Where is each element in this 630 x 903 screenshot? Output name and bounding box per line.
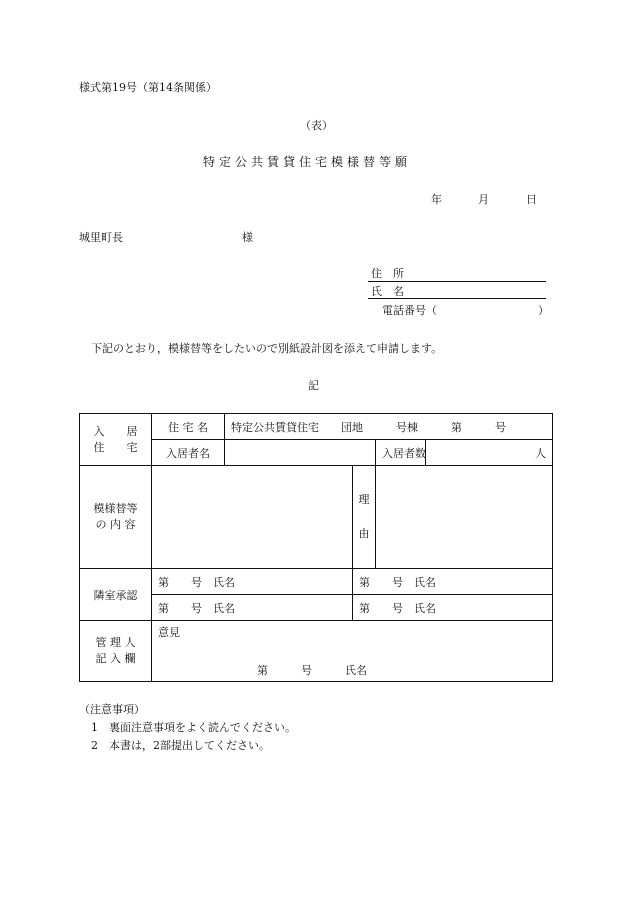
neighbor-header: 隣室承認 <box>80 569 152 621</box>
resident-count-label: 入居者数 <box>376 440 426 466</box>
neighbor-entry-2[interactable]: 第 号 氏名 <box>353 569 553 595</box>
resident-header-line2: 住 宅 <box>93 440 138 454</box>
content-header-line2: の 内 容 <box>95 518 136 531</box>
resident-header <box>80 414 152 466</box>
intro-text: 下記のとおり，模様替等をしたいので別紙設計図を添えて申請します。 <box>91 342 443 355</box>
content-header <box>80 466 152 569</box>
ki-label: 記 <box>308 379 319 392</box>
note-item-2: 2 本書は，2部提出してください。 <box>91 739 270 752</box>
resident-header-line1: 入 居 <box>93 424 138 438</box>
date-day-label: 日 <box>526 193 537 206</box>
date-month-label: 月 <box>478 193 489 206</box>
addressee-office: 城里町長 <box>79 231 123 244</box>
opinion-label: 意見 <box>158 626 180 639</box>
reason-header <box>353 466 376 569</box>
neighbor-entry-1[interactable]: 第 号 氏名 <box>152 569 353 595</box>
manager-header-line1: 管 理 人 <box>95 636 136 649</box>
applicant-name-label: 氏 名 <box>371 285 404 298</box>
notes-header: （注意事項） <box>79 703 145 716</box>
manager-header-line2: 記 入 欄 <box>95 652 136 665</box>
resident-count-field[interactable] <box>426 440 553 466</box>
reason-char-2: 由 <box>358 527 370 540</box>
applicant-name-line[interactable] <box>368 298 546 299</box>
note-item-1: 1 裏面注意事項をよく読んでください。 <box>91 721 296 734</box>
side-label: （表） <box>300 119 333 132</box>
reason-spacer <box>353 509 375 525</box>
housing-name-label: 住 宅 名 <box>152 414 225 440</box>
applicant-address-label: 住 所 <box>371 267 404 280</box>
neighbor-entry-3[interactable]: 第 号 氏名 <box>152 595 353 621</box>
content-field[interactable] <box>152 466 353 569</box>
content-header-line1: 模様替等 <box>93 502 138 515</box>
notes-list <box>91 719 296 755</box>
application-table <box>79 413 553 682</box>
manager-field[interactable] <box>152 621 553 682</box>
housing-name-value[interactable]: 特定公共賃貸住宅 団地 号棟 第 号 <box>225 414 553 440</box>
date-year-label: 年 <box>431 193 442 206</box>
reason-char-1: 理 <box>358 493 370 506</box>
page-title: 特定公共賃貸住宅模様替等願 <box>203 155 412 169</box>
manager-sign: 第 号 氏名 <box>257 664 367 677</box>
applicant-phone-close: ） <box>538 304 549 317</box>
resident-name-label: 入居者名 <box>152 440 225 466</box>
resident-count-unit: 人 <box>535 446 546 460</box>
resident-name-field[interactable] <box>225 440 376 466</box>
reason-field[interactable] <box>376 466 553 569</box>
applicant-address-line[interactable] <box>368 281 546 282</box>
manager-header <box>80 621 152 682</box>
addressee-honorific: 様 <box>242 231 253 244</box>
form-number: 様式第19号（第14条関係） <box>79 81 217 94</box>
neighbor-entry-4[interactable]: 第 号 氏名 <box>353 595 553 621</box>
applicant-phone-label: 電話番号（ <box>382 304 437 317</box>
